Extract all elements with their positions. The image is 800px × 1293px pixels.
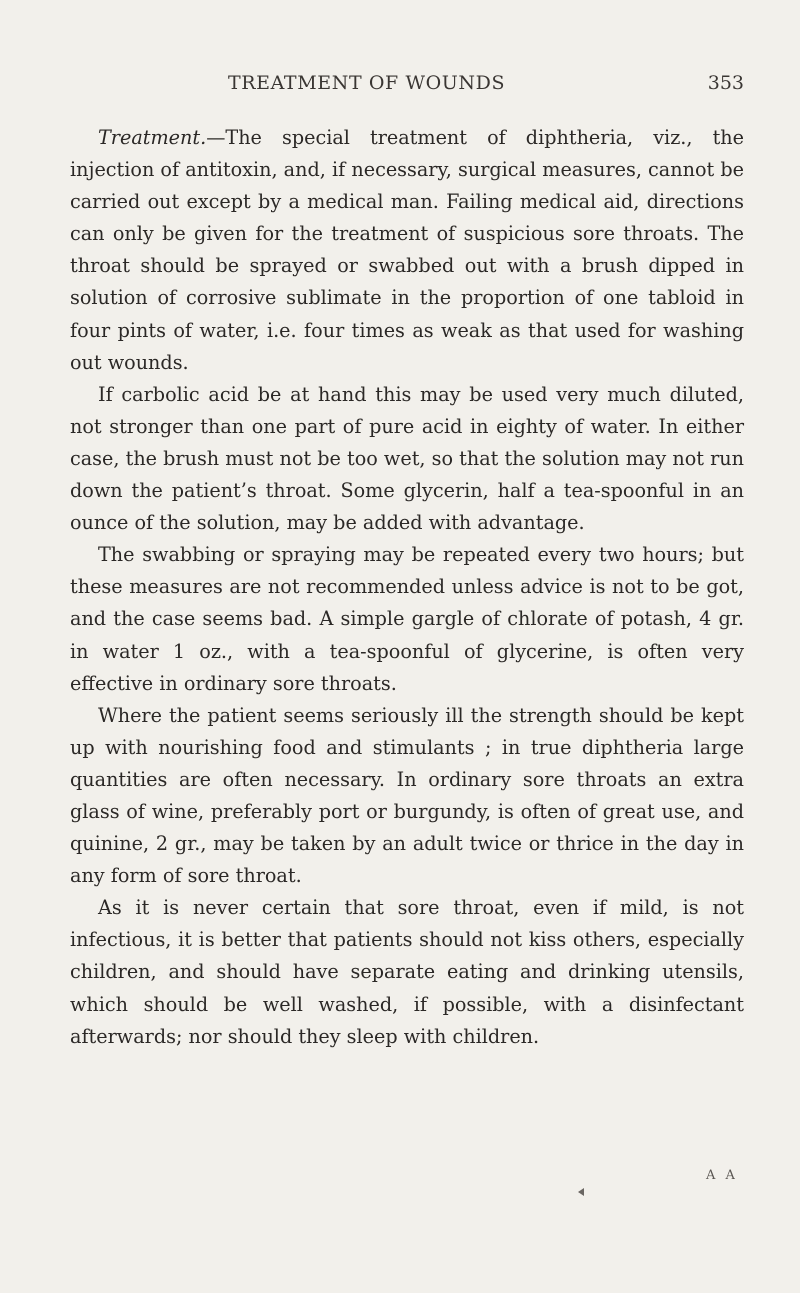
paragraph-text: If carbolic acid be at hand this may be used very much diluted, not stronger than one part of pure acid in eighty of water. In either case, the brush must not be too wet, so that the solution may not run down the patient’s throat. Some glycerin, half a tea-spoonful in an ounce of the solution, may be added with advantage. — [70, 382, 744, 535]
running-head — [0, 62, 800, 102]
run-in-heading: Treatment. — [98, 126, 207, 149]
paragraph-infection — [70, 892, 744, 1052]
body-text — [70, 122, 744, 1053]
signature-mark: A A — [706, 1168, 738, 1183]
paragraph-text: As it is never certain that sore throat, even if mild, is not infectious, it is better that patients should not kiss others, especially children, and should have separate eating and drinking utensils, which should be well washed, if possible, with a disinfectant afterwards; nor should they sleep with children. — [70, 896, 744, 1048]
paragraph-text: Where the patient seems seriously ill the strength should be kept up with nourishing food and stimulants ; in true diphtheria large quantities are often necessary. In ordinary sore throats an extra glass of wine, preferably port or burgundy, is often of great use, and quinine, 2 gr., may be taken by an adult twice or thrice in the day in any form of sore throat. — [70, 703, 744, 888]
paragraph-text: The swabbing or spraying may be repeated every two hours; but these measures are not recommended unless advice is not to be got, and the case seems bad. A simple gargle of chlorate of potash, 4 gr. in water 1 oz., with a tea-spoonful of glycerine, is often very effective in ordinary sore throats. — [70, 543, 744, 695]
page-number: 353 — [707, 72, 744, 94]
paragraph-text: —The special treatment of diphtheria, viz., the injection of antitoxin, and, if necessary, surgical measures, cannot be carried out except by a medical man. Failing medical aid, directions can only be given for the treatment of suspicious sore throats. The throat should be sprayed or swabbed out with a brush dipped in solution of corrosive sublimate in the proportion of one tabloid in four pints of water, i.e. four times as weak as that used for washing out wounds. — [70, 126, 744, 374]
paragraph-treatment — [70, 122, 744, 379]
paragraph-strength — [70, 700, 744, 893]
paragraph-carbolic-acid — [70, 379, 744, 539]
paragraph-swabbing — [70, 539, 744, 699]
printer-mark — [578, 1188, 584, 1196]
running-title: TREATMENT OF WOUNDS — [228, 72, 506, 94]
